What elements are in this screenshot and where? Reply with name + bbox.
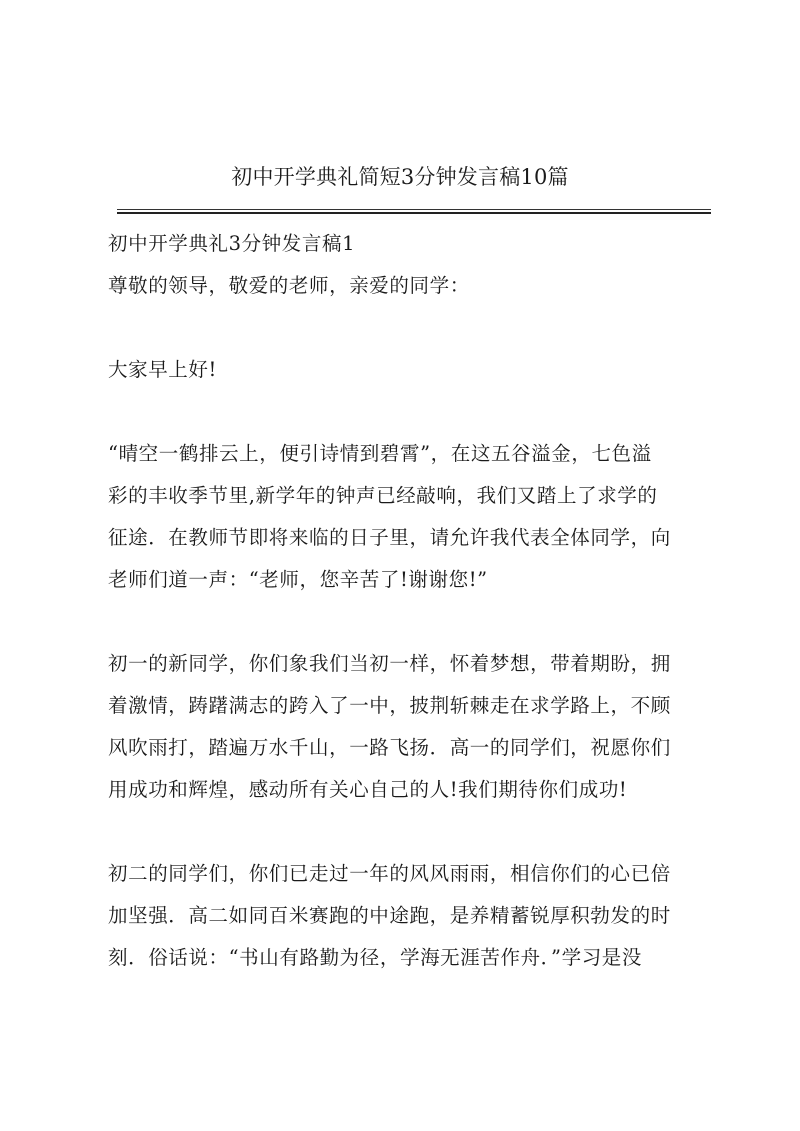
paragraph-line: 彩的丰收季节里,新学年的钟声已经敲响，我们又踏上了求学的 bbox=[108, 484, 658, 507]
paragraph-line: 初一的新同学，你们象我们当初一样，怀着梦想，带着期盼，拥 bbox=[108, 652, 671, 675]
paragraph-line: 风吹雨打，踏遍万水千山，一路飞扬．高一的同学们，祝愿你们 bbox=[108, 736, 671, 759]
document-title: 初中开学典礼简短3分钟发言稿10篇 bbox=[231, 165, 569, 189]
section-heading: 初中开学典礼3分钟发言稿1 bbox=[108, 232, 356, 255]
paragraph-line: 用成功和辉煌，感动所有关心自己的人!我们期待你们成功! bbox=[108, 778, 628, 801]
title-divider bbox=[117, 209, 711, 214]
paragraph-line: 刻．俗话说：“书山有路勤为径，学海无涯苦作舟．”学习是没 bbox=[108, 946, 642, 969]
paragraph-line: 老师们道一声：“老师，您辛苦了!谢谢您!” bbox=[108, 568, 488, 591]
greeting: 大家早上好! bbox=[108, 358, 217, 381]
title-divider-thick-line bbox=[117, 212, 711, 214]
paragraph-line: 加坚强．高二如同百米赛跑的中途跑，是养精蓄锐厚积勃发的时 bbox=[108, 904, 671, 927]
paragraph-line: 着激情，踌躇满志的跨入了一中，披荆斩棘走在求学路上，不顾 bbox=[108, 694, 671, 717]
paragraph-line: “晴空一鹤排云上，便引诗情到碧霄”，在这五谷溢金，七色溢 bbox=[108, 442, 652, 465]
salutation: 尊敬的领导，敬爱的老师，亲爱的同学： bbox=[108, 274, 470, 297]
paragraph-line: 初二的同学们，你们已走过一年的风风雨雨，相信你们的心已倍 bbox=[108, 862, 671, 885]
paragraph-line: 征途．在教师节即将来临的日子里，请允许我代表全体同学，向 bbox=[108, 526, 671, 549]
title-divider-thin-line bbox=[117, 209, 711, 210]
